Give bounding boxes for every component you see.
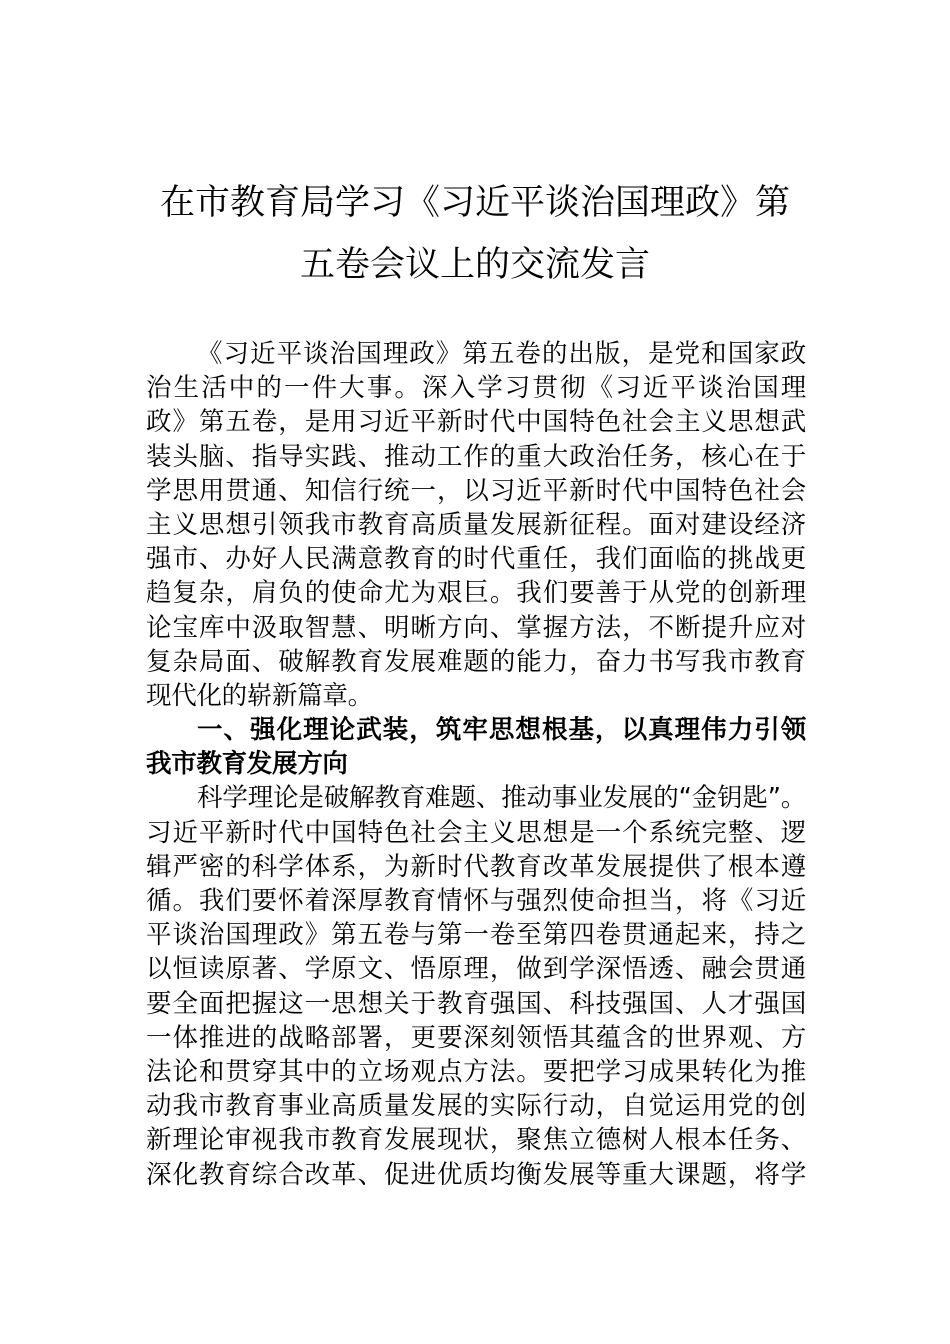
paragraph-intro [146, 337, 806, 713]
title-line-2: 五卷会议上的交流发言 [299, 245, 650, 285]
heading-line: 一、强化理论武装，筑牢思想根基，以真理伟力引领 [197, 715, 806, 746]
text-line: 辑严密的科学体系，为新时代教育改革发展提供了根本遵 [146, 851, 806, 882]
text-line: 循。我们要怀着深厚教育情怀与强烈使命担当，将《习近 [146, 886, 806, 916]
text-line: 强市、办好人民满意教育的时代重任，我们面临的挑战更 [146, 544, 806, 575]
text-line: 《习近平谈治国理政》第五卷的出版，是党和国家政 [197, 339, 806, 369]
text-line: 趋复杂，肩负的使命尤为艰巨。我们要善于从党的创新理 [146, 578, 806, 609]
document-title [145, 172, 805, 296]
text-line: 习近平新时代中国特色社会主义思想是一个系统完整、逻 [146, 817, 806, 848]
text-line: 新理论审视我市教育发展现状，聚焦立德树人根本任务、 [146, 1125, 806, 1156]
text-line: 平谈治国理政》第五卷与第一卷至第四卷贯通起来，持之 [146, 920, 806, 951]
text-line: 科学理论是破解教育难题、推动事业发展的“金钥匙”。 [197, 783, 806, 814]
text-line: 现代化的崭新篇章。 [146, 680, 373, 711]
text-line: 装头脑、指导实践、推动工作的重大政治任务，核心在于 [146, 441, 806, 472]
document-body [146, 337, 806, 1192]
text-line: 治生活中的一件大事。深入学习贯彻《习近平谈治国理 [146, 373, 806, 404]
text-line: 要全面把握这一思想关于教育强国、科技强国、人才强国 [146, 988, 806, 1019]
text-line: 主义思想引领我市教育高质量发展新征程。面对建设经济 [146, 509, 806, 540]
text-line: 复杂局面、破解教育发展难题的能力，奋力书写我市教育 [146, 646, 806, 677]
text-line: 深化教育综合改革、促进优质均衡发展等重大课题，将学 [146, 1159, 806, 1190]
section-heading [146, 713, 806, 781]
text-line: 一体推进的战略部署，更要深刻领悟其蕴含的世界观、方 [146, 1022, 806, 1053]
text-line: 法论和贯穿其中的立场观点方法。要把学习成果转化为推 [146, 1056, 806, 1087]
text-line: 论宝库中汲取智慧、明晰方向、掌握方法，不断提升应对 [146, 612, 806, 643]
text-line: 政》第五卷，是用习近平新时代中国特色社会主义思想武 [146, 407, 806, 438]
text-line: 学思用贯通、知信行统一，以习近平新时代中国特色社会 [146, 475, 806, 506]
heading-line: 我市教育发展方向 [146, 749, 348, 780]
title-line-1: 在市教育局学习《习近平谈治国理政》第 [159, 183, 790, 223]
paragraph-section-1 [146, 781, 806, 1191]
text-line: 动我市教育事业高质量发展的实际行动，自觉运用党的创 [146, 1091, 806, 1122]
text-line: 以恒读原著、学原文、悟原理，做到学深悟透、融会贯通 [146, 954, 806, 985]
